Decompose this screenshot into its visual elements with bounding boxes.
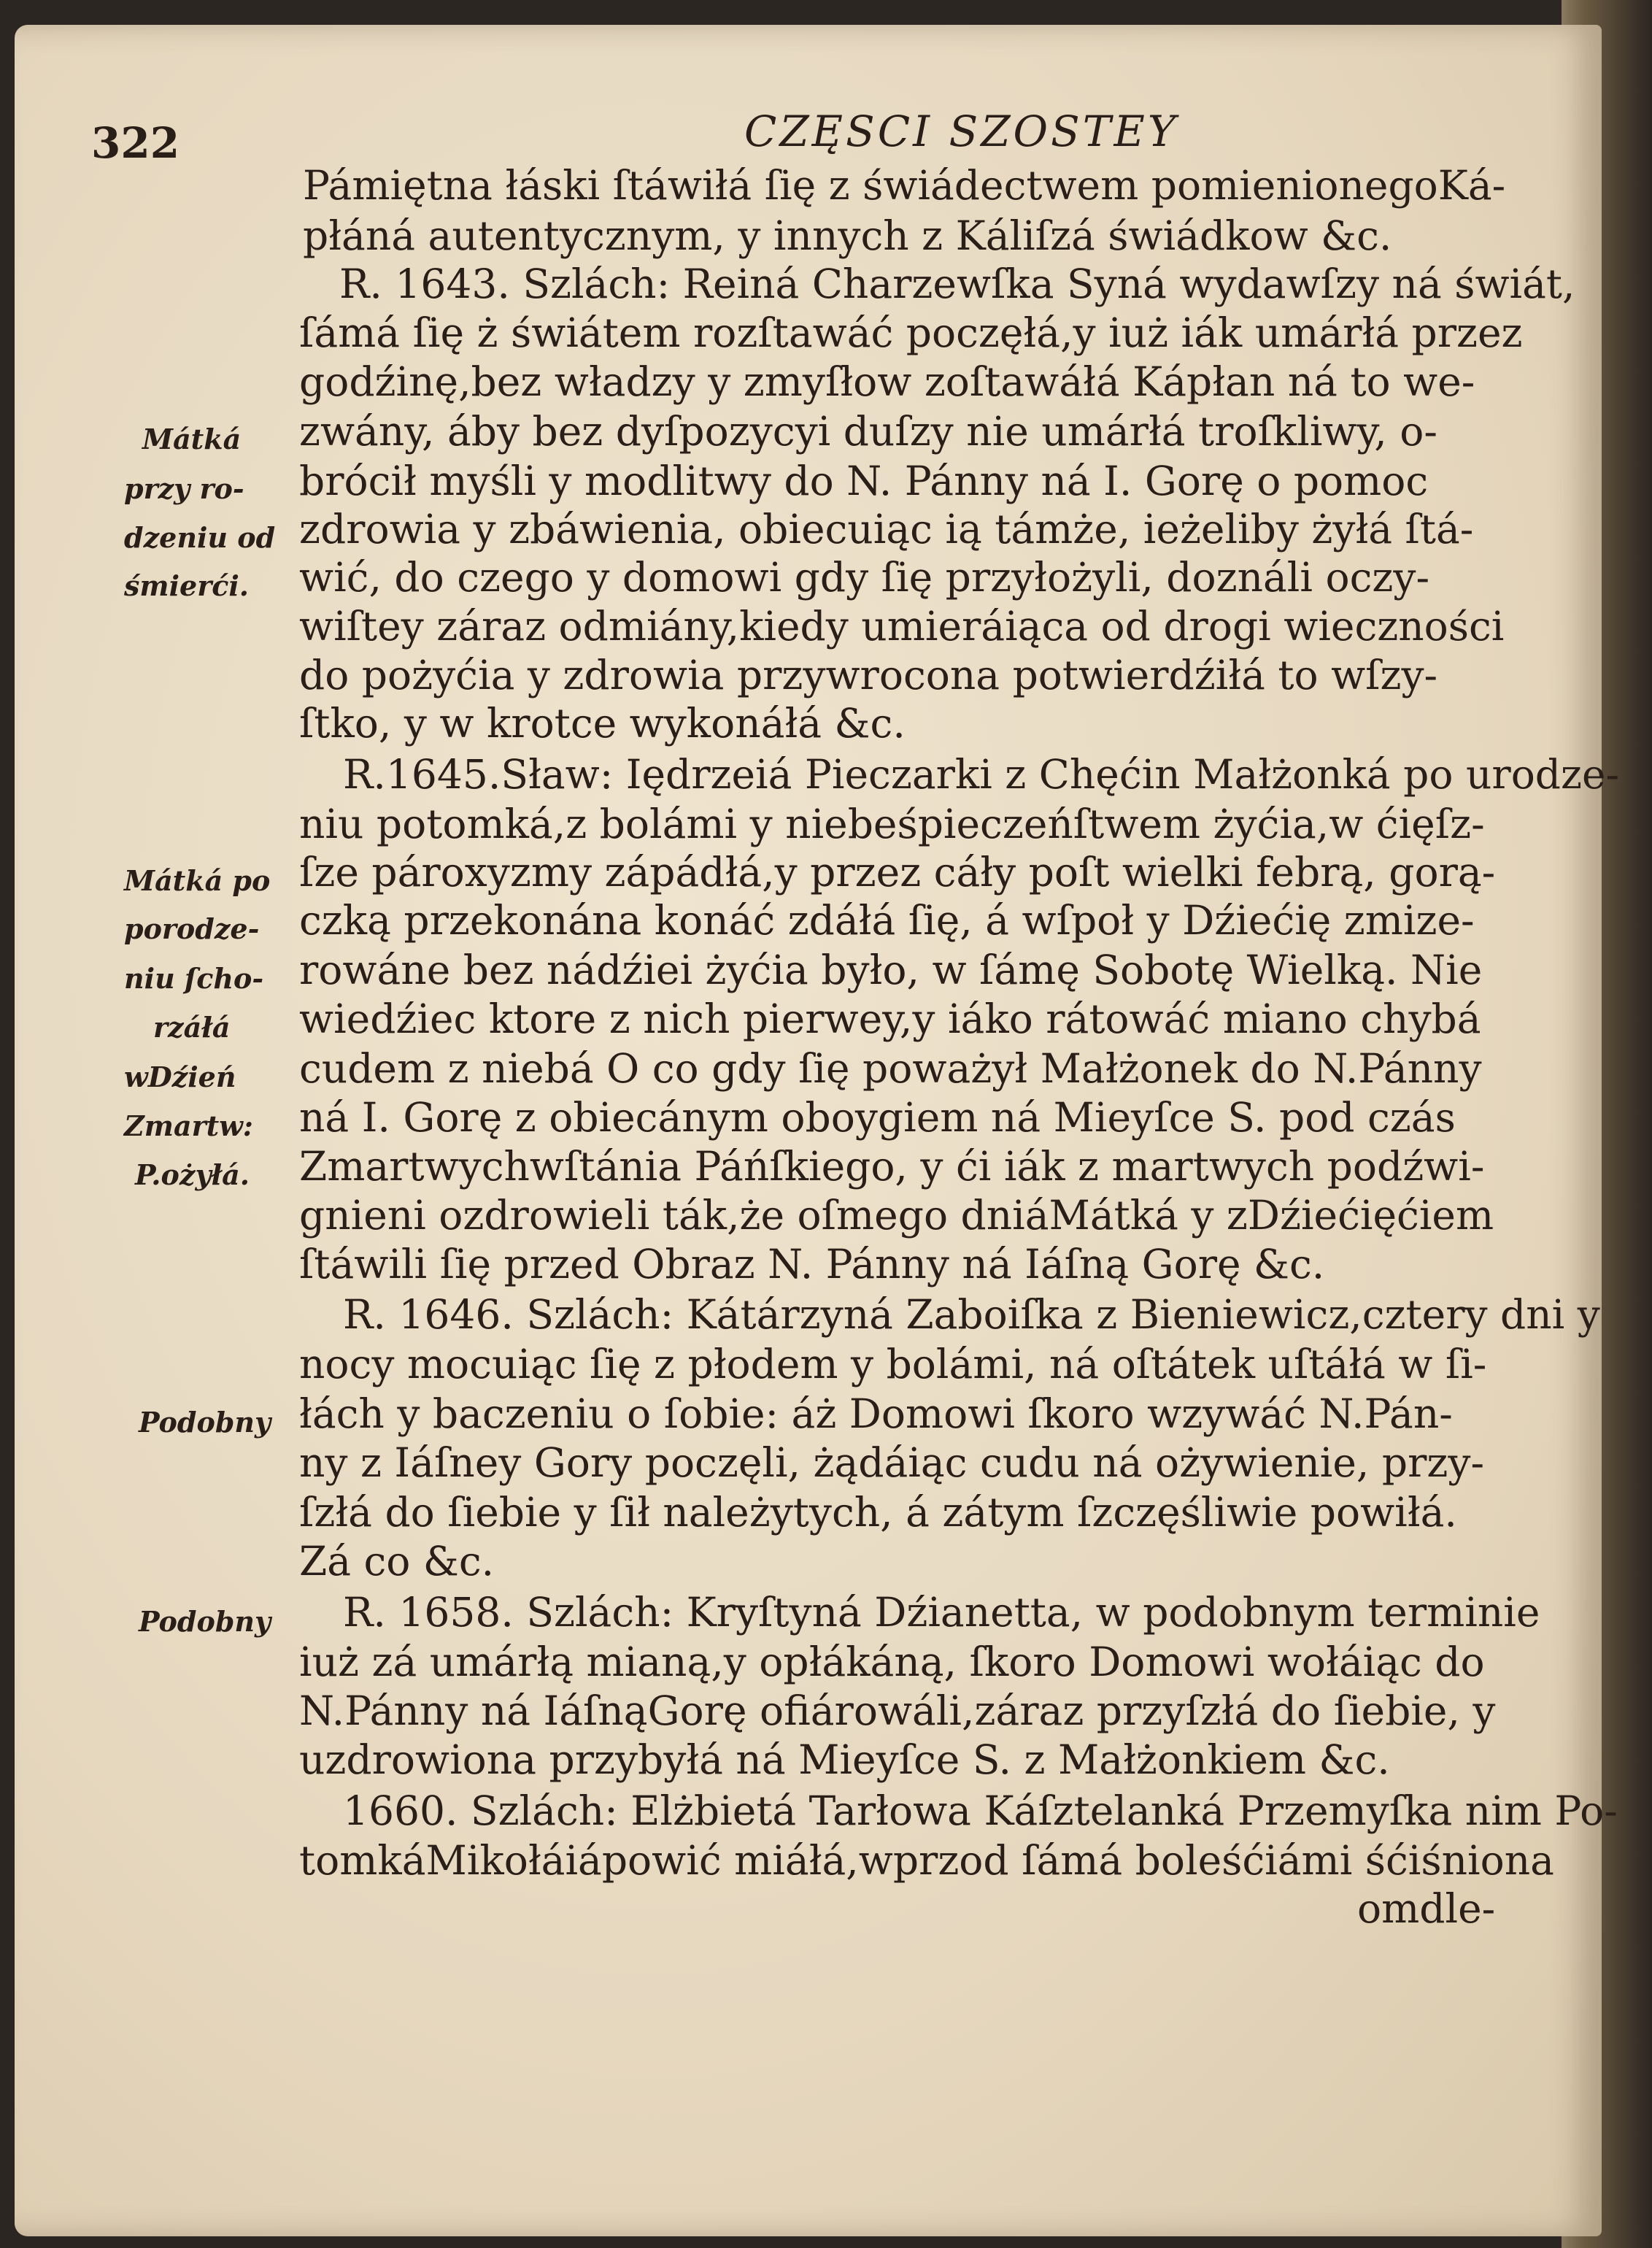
body-line: wić, do czego y domowi gdy ſię przyłożyli, doználi oczy- bbox=[299, 554, 1430, 601]
body-line: zdrowia y zbáwienia, obiecuiąc ią támże, ieżeliby żyłá ſtá- bbox=[299, 506, 1474, 553]
marginal-note: Zmartw: bbox=[124, 1109, 253, 1142]
body-line: 1660. Szlách: Elżbietá Tarłowa Káſztelanká Przemyſka nim Po- bbox=[343, 1787, 1618, 1834]
body-line: ná I. Gorę z obiecánym oboygiem ná Mieyſce S. pod czás bbox=[299, 1094, 1456, 1141]
marginal-note: porodze- bbox=[124, 912, 260, 945]
body-line: ny z Iáſney Gory poczęli, żądáiąc cudu ná ożywienie, przy- bbox=[299, 1439, 1485, 1486]
marginal-note: Podobny bbox=[139, 1406, 271, 1439]
marginal-note: rzáłá bbox=[153, 1011, 231, 1044]
body-line: tomkáMikołáiápowić miáłá,wprzod ſámá boleśćiámi śćiśniona bbox=[299, 1837, 1554, 1884]
body-line: uzdrowiona przybyłá ná Mieyſce S. z Małżonkiem &c. bbox=[299, 1736, 1390, 1783]
marginal-note: Podobny bbox=[139, 1605, 271, 1638]
marginal-note: Mátká bbox=[142, 423, 242, 455]
marginal-note: wDźień bbox=[124, 1061, 236, 1093]
marginal-note: niu ſcho- bbox=[124, 962, 264, 995]
running-head: CZĘSCI SZOSTEY bbox=[744, 107, 1179, 156]
body-line: niu potomká,z bolámi y niebeśpieczeńſtwem żyćia,w ćięſz- bbox=[299, 801, 1485, 847]
body-line: ſze pároxyzmy zápádłá,y przez cáły poſt wielki febrą, gorą- bbox=[299, 849, 1496, 896]
body-line: R. 1643. Szlách: Reiná Charzewſka Syná wydawſzy ná świát, bbox=[339, 261, 1575, 307]
body-line: R.1645.Sław: Iędrzeiá Pieczarki z Chęćin Małżonká po urodze- bbox=[343, 751, 1620, 798]
body-line: do pożyćia y zdrowia przywrocona potwierdźiłá to wſzy- bbox=[299, 652, 1438, 698]
marginal-note: Mátká po bbox=[124, 864, 271, 897]
body-line: rowáne bez nádźiei żyćia było, w ſámę Sobotę Wielką. Nie bbox=[299, 947, 1483, 993]
body-line: R. 1658. Szlách: Kryſtyná Dźianetta, w podobnym terminie bbox=[343, 1589, 1540, 1636]
body-line: Zmartwychwſtánia Páńſkiego, y ći iák z martwych podźwi- bbox=[299, 1143, 1485, 1190]
body-line: ſámá ſię ż świátem rozſtawáć poczęłá,y iuż iák umárłá przez bbox=[299, 309, 1523, 356]
body-line: gnieni ozdrowieli ták,że oſmego dniáMátká y zDźiećięćiem bbox=[299, 1192, 1494, 1239]
body-line: cudem z niebá O co gdy ſię poważył Małżonek do N.Pánny bbox=[299, 1045, 1482, 1092]
body-line: nocy mocuiąc ſię z płodem y bolámi, ná oſtátek uſtáłá w ſi- bbox=[299, 1341, 1487, 1387]
body-line: płáná autentycznym, y innych z Káliſzá świádkow &c. bbox=[303, 212, 1392, 259]
body-line: łách y baczeniu o ſobie: áż Domowi ſkoro wzywáć N.Pán- bbox=[299, 1390, 1453, 1437]
body-line: R. 1646. Szlách: Kátárzyná Zaboiſka z Bieniewicz,cztery dni y bbox=[343, 1291, 1600, 1338]
body-line: ſzłá do ſiebie y ſił należytych, á zátym ſzczęśliwie powiłá. bbox=[299, 1489, 1457, 1536]
marginal-note: przy ro- bbox=[124, 472, 244, 505]
body-line: brócił myśli y modlitwy do N. Pánny ná I. Gorę o pomoc bbox=[299, 458, 1429, 504]
body-line: godźinę,bez władzy y zmyſłow zoſtawáłá Kápłan ná to we- bbox=[299, 358, 1475, 405]
body-line: ſtko, y w krotce wykonáłá &c. bbox=[299, 700, 906, 747]
marginal-note: śmierći. bbox=[124, 569, 250, 602]
body-line: N.Pánny ná IáſnąGorę ofiárowáli,záraz przyſzłá do ſiebie, y bbox=[299, 1687, 1496, 1734]
body-line: iuż zá umárłą mianą,y opłákáną, ſkoro Domowi wołáiąc do bbox=[299, 1639, 1485, 1685]
body-line: Pámiętna łáski ſtáwiłá ſię z świádectwem pomienionegoKá- bbox=[303, 162, 1506, 209]
book-page bbox=[15, 25, 1620, 2236]
body-line: wiedźiec ktore z nich pierwey,y iáko rátowáć miano chybá bbox=[299, 996, 1481, 1042]
body-line: ſtáwili ſię przed Obraz N. Pánny ná Iáſną Gorę &c. bbox=[299, 1241, 1325, 1287]
body-line: Zá co &c. bbox=[299, 1538, 495, 1585]
page-number: 322 bbox=[91, 118, 180, 168]
body-line: omdle- bbox=[1357, 1885, 1496, 1932]
body-line: wiſtey záraz odmiány,kiedy umieráiąca od drogi wieczności bbox=[299, 603, 1505, 650]
marginal-note: P.ożyłá. bbox=[135, 1158, 250, 1191]
body-line: zwány, áby bez dyſpozycyi duſzy nie umárłá troſkliwy, o- bbox=[299, 408, 1437, 455]
marginal-note: dzeniu od bbox=[124, 521, 276, 554]
body-line: czką przekonána konáć zdáłá ſię, á wſpoł y Dźiećię zmize- bbox=[299, 897, 1475, 944]
